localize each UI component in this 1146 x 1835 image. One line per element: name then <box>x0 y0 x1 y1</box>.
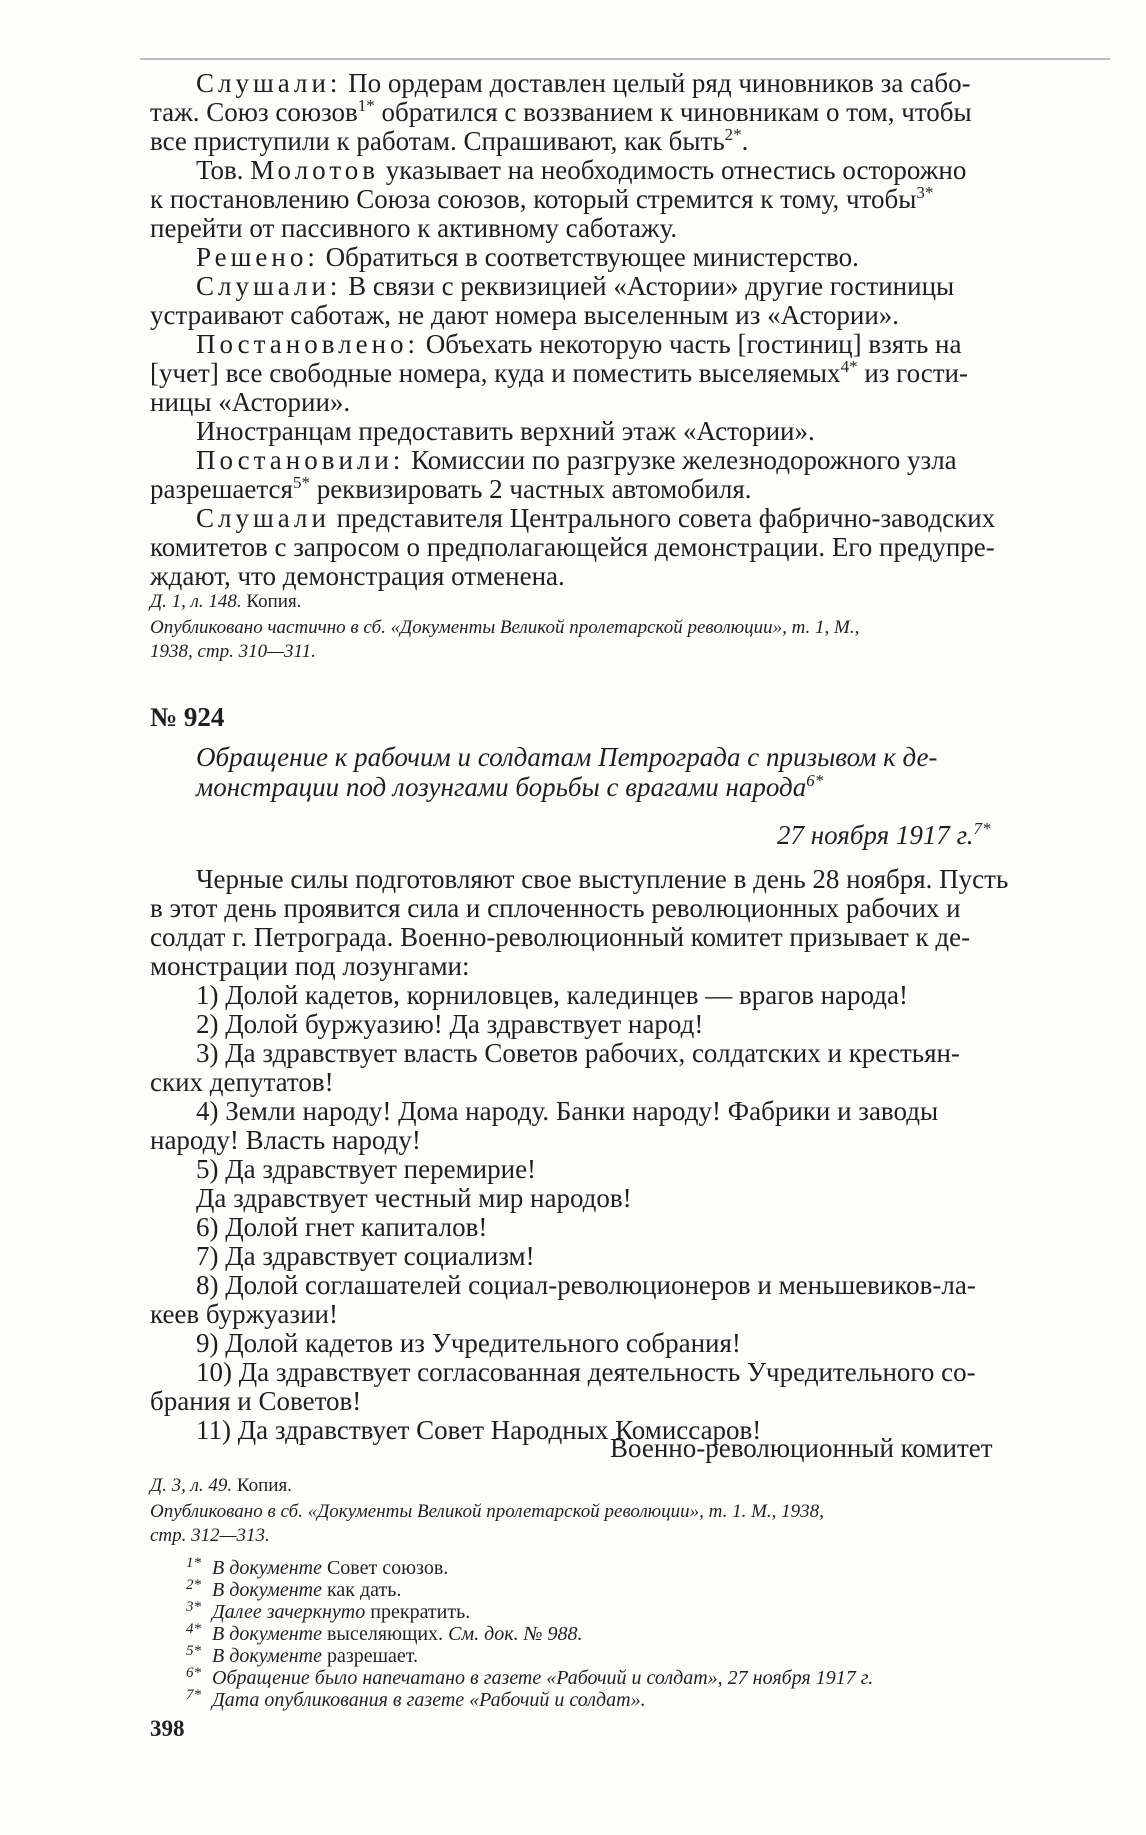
footnote-ref: 5* <box>292 473 310 492</box>
archive-reference: Д. 3, л. 49. Копия. <box>150 1475 292 1496</box>
footnote: 5* В документе разрешает. <box>186 1643 418 1667</box>
footnote: 3* Далее зачеркнуто прекратить. <box>186 1599 471 1623</box>
footnote: 4* В документе выселяющих. См. док. № 988. <box>186 1621 583 1645</box>
slogan: 11) Да здравствует Совет Народных Комиссаров! <box>196 1415 762 1445</box>
minutes-line: все приступили к работам. Спрашивают, как быть$^{2*}$. <box>150 125 749 156</box>
slogan: брания и Советов! <box>150 1386 362 1416</box>
minutes-line: таж. Союз союзов$^{1*}$ обратился с воззванием к чиновникам о том, чтобы <box>150 96 972 127</box>
minutes-line: перейти от пассивного к активному саботажу. <box>150 213 678 243</box>
body-line: солдат г. Петрограда. Военно-революционный комитет призывает к де- <box>150 922 971 952</box>
slogan: ских депутатов! <box>150 1067 334 1097</box>
resolved-label: Постановили: <box>196 445 405 475</box>
minutes-line: Решено: Обратиться в соответствующее министерство. <box>196 242 859 272</box>
minutes-line: к постановлению Союза союзов, который стремится к тому, чтобы$^{3*}$ <box>150 183 934 214</box>
body-line: в этот день проявится сила и сплоченность революционных рабочих и <box>150 893 961 923</box>
footnote: 6* Обращение было напечатано в газете «Рабочий и солдат», 27 ноября 1917 г. <box>186 1665 874 1689</box>
minutes-line: ждают, что демонстрация отменена. <box>150 561 565 591</box>
minutes-line: [учет] все свободные номера, куда и поместить выселяемых$^{4*}$ из гости- <box>150 357 968 388</box>
speaker-name: Молотов <box>250 155 380 185</box>
slogan: 8) Долой соглашателей социал-революционеров и меньшевиков-ла- <box>196 1270 976 1300</box>
footnote: 1* В документе Совет союзов. <box>186 1555 449 1579</box>
signature: Военно-революционный комитет <box>610 1433 993 1463</box>
minutes-line: Слушали: В связи с реквизицией «Астории» другие гостиницы <box>196 271 955 301</box>
footnote-ref: 2* <box>724 125 742 144</box>
document-number: № 924 <box>150 702 225 732</box>
footnote: 2* В документе как дать. <box>186 1577 402 1601</box>
document-title: монстрации под лозунгами борьбы с врагами народа$^{6*}$ <box>196 771 824 802</box>
minutes-line: комитетов с запросом о предполагающейся демонстрации. Его предупре- <box>150 532 995 562</box>
heard-label: Слушали: <box>196 68 342 98</box>
slogan: 4) Земли народу! Дома народу. Банки народу! Фабрики и заводы <box>196 1096 939 1126</box>
publication-reference: Опубликовано частично в сб. «Документы Великой пролетарской революции», т. 1, М., <box>150 617 860 638</box>
document-date: 27 ноября 1917 г.$^{7*}$ <box>777 819 991 850</box>
document-title: Обращение к рабочим и солдатам Петрограда с призывом к де- <box>196 742 938 772</box>
slogan: 9) Долой кадетов из Учредительного собрания! <box>196 1328 741 1358</box>
minutes-line: ницы «Астории». <box>150 387 351 417</box>
footnote-ref: 1* <box>357 96 375 115</box>
slogan: 10) Да здравствует согласованная деятельность Учредительного со- <box>196 1357 976 1387</box>
slogan: 7) Да здравствует социализм! <box>196 1241 535 1271</box>
minutes-line: устраивают саботаж, не дают номера выселенным из «Астории». <box>150 300 900 330</box>
footnote: 7* Дата опубликования в газете «Рабочий и солдат». <box>186 1687 646 1711</box>
resolved-label: Постановлено: <box>196 329 420 359</box>
slogan: 5) Да здравствует перемирие! <box>196 1154 537 1184</box>
publication-reference: стр. 312—313. <box>150 1525 270 1546</box>
slogan: 1) Долой кадетов, корниловцев, калединцев — врагов народа! <box>196 980 908 1010</box>
publication-reference: 1938, стр. 310—311. <box>150 641 316 662</box>
minutes-line: разрешается$^{5*}$ реквизировать 2 частных автомобиля. <box>150 473 752 504</box>
minutes-line: Иностранцам предоставить верхний этаж «Астории». <box>196 416 815 446</box>
footnote-ref: 3* <box>916 183 934 202</box>
minutes-line: Постановлено: Объехать некоторую часть [гостиниц] взять на <box>196 329 962 359</box>
footnote-ref: 6* <box>806 771 824 790</box>
publication-reference: Опубликовано в сб. «Документы Великой пролетарской революции», т. 1. М., 1938, <box>150 1501 824 1522</box>
heard-label: Слушали <box>196 503 330 533</box>
body-line: монстрации под лозунгами: <box>150 951 470 981</box>
slogan: 3) Да здравствует власть Советов рабочих, солдатских и крестьян- <box>196 1038 960 1068</box>
minutes-line: Тов. Молотов указывает на необходимость отнестись осторожно <box>196 155 967 185</box>
slogan: 6) Долой гнет капиталов! <box>196 1212 488 1242</box>
body-line: Черные силы подготовляют свое выступление в день 28 ноября. Пусть <box>196 864 1009 894</box>
heard-label: Слушали: <box>196 271 342 301</box>
minutes-line: Слушали: По ордерам доставлен целый ряд чиновников за сабо- <box>196 68 971 98</box>
minutes-line: Слушали представителя Центрального совета фабрично-заводских <box>196 503 996 533</box>
slogan: 2) Долой буржуазию! Да здравствует народ! <box>196 1009 704 1039</box>
minutes-line: Постановили: Комиссии по разгрузке железнодорожного узла <box>196 445 957 475</box>
page-number: 398 <box>150 1716 185 1741</box>
slogan: народу! Власть народу! <box>150 1125 421 1155</box>
decided-label: Решено: <box>196 242 319 272</box>
slogan: Да здравствует честный мир народов! <box>196 1183 632 1213</box>
top-rule <box>140 58 1110 60</box>
footnote-ref: 4* <box>840 357 858 376</box>
slogan: кеев буржуазии! <box>150 1299 338 1329</box>
archive-reference: Д. 1, л. 148. Копия. <box>150 591 302 612</box>
footnote-ref: 7* <box>973 819 991 838</box>
